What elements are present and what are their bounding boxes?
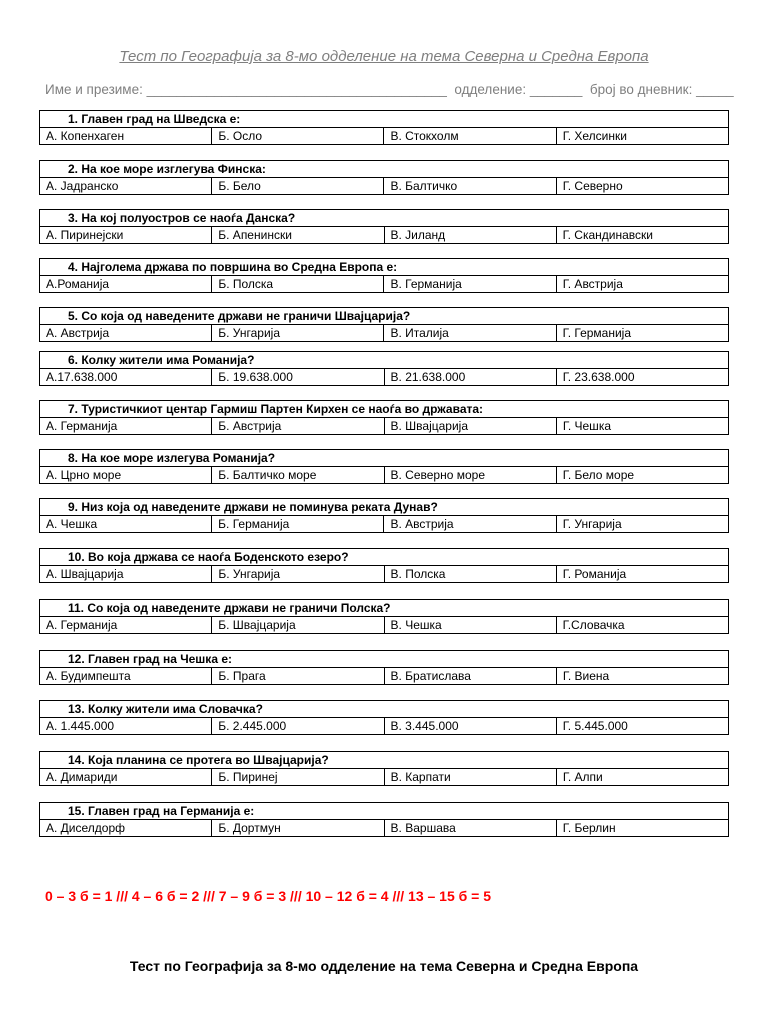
answer-option: А.Романија bbox=[40, 276, 212, 293]
answer-option: Г. 5.445.000 bbox=[556, 718, 728, 735]
answer-option: А. Копенхаген bbox=[40, 128, 212, 145]
answer-option: А. Австрија bbox=[40, 325, 212, 342]
answer-option: Б. Дортмун bbox=[212, 820, 384, 837]
question-text: 2. На кое море изглегува Финска: bbox=[40, 161, 729, 178]
answer-option: В. Полска bbox=[384, 566, 556, 583]
answer-option: В. Швајцарија bbox=[384, 418, 556, 435]
answer-option: А. 1.445.000 bbox=[40, 718, 212, 735]
answer-option: Б. Балтичко море bbox=[212, 467, 384, 484]
answer-option: А. Германија bbox=[40, 418, 212, 435]
question-table bbox=[39, 449, 729, 484]
question-table bbox=[39, 258, 729, 293]
answer-option: В. 21.638.000 bbox=[384, 369, 556, 386]
footer-title: Тест по Географија за 8-мо одделение на тема Северна и Средна Европа bbox=[129, 958, 639, 974]
answer-option: Б. Германија bbox=[212, 516, 384, 533]
answer-option: Б. Австрија bbox=[212, 418, 384, 435]
answer-option: Б. 19.638.000 bbox=[212, 369, 384, 386]
answer-option: А. Диселдорф bbox=[40, 820, 212, 837]
answer-option: В. Австрија bbox=[384, 516, 556, 533]
answer-option: В. Варшава bbox=[384, 820, 556, 837]
question-text: 11. Со која од наведените држави не граничи Полска? bbox=[40, 600, 729, 617]
answer-option: В. Братислава bbox=[384, 668, 556, 685]
question-table bbox=[39, 307, 729, 342]
question-table bbox=[39, 400, 729, 435]
answer-option: Б. Апенински bbox=[212, 227, 384, 244]
question-table bbox=[39, 351, 729, 386]
answer-option: Б. Унгарија bbox=[212, 325, 384, 342]
answer-option: Б. Бело bbox=[212, 178, 384, 195]
answer-option: Б. Унгарија bbox=[212, 566, 384, 583]
answer-option: В. Северно море bbox=[384, 467, 556, 484]
question-text: 15. Главен град на Германија е: bbox=[40, 803, 729, 820]
answer-option: В. Чешка bbox=[384, 617, 556, 634]
answer-option: В. Јиланд bbox=[384, 227, 556, 244]
question-text: 10. Во која држава се наоѓа Боденското езеро? bbox=[40, 549, 729, 566]
answer-option: Б. Осло bbox=[212, 128, 384, 145]
score-scale: 0 – 3 б = 1 /// 4 – 6 б = 2 /// 7 – 9 б = 3 /// 10 – 12 б = 4 /// 13 – 15 б = 5 bbox=[45, 888, 492, 904]
answer-option: А. Германија bbox=[40, 617, 212, 634]
answer-option: Б. Швајцарија bbox=[212, 617, 384, 634]
question-table bbox=[39, 802, 729, 837]
answer-option: А. Пиринејски bbox=[40, 227, 212, 244]
answer-option: Г. Унгарија bbox=[556, 516, 728, 533]
answer-option: Г. Северно bbox=[556, 178, 728, 195]
answer-option: Г.Словачка bbox=[556, 617, 728, 634]
answer-option: А. Чешка bbox=[40, 516, 212, 533]
question-text: 14. Која планина се протега во Швајцарија? bbox=[40, 752, 729, 769]
answer-option: Г. Чешка bbox=[556, 418, 728, 435]
question-table bbox=[39, 209, 729, 244]
question-text: 8. На кое море излегува Романија? bbox=[40, 450, 729, 467]
question-text: 4. Најголема држава по површина во Средна Европа е: bbox=[40, 259, 729, 276]
answer-option: Г. Скандинавски bbox=[556, 227, 728, 244]
question-text: 6. Колку жители има Романија? bbox=[40, 352, 729, 369]
question-text: 5. Со која од наведените држави не граничи Швајцарија? bbox=[40, 308, 729, 325]
answer-option: Г. Хелсинки bbox=[556, 128, 728, 145]
question-table bbox=[39, 160, 729, 195]
answer-option: Г. 23.638.000 bbox=[556, 369, 728, 386]
answer-option: Г. Берлин bbox=[556, 820, 728, 837]
answer-option: В. Германија bbox=[384, 276, 556, 293]
answer-option: Г. Виена bbox=[556, 668, 728, 685]
question-table bbox=[39, 498, 729, 533]
question-text: 9. Низ која од наведените држави не поминува реката Дунав? bbox=[40, 499, 729, 516]
page-title: Тест по Географија за 8-мо одделение на тема Северна и Средна Европа bbox=[119, 48, 649, 65]
answer-option: А. Црно море bbox=[40, 467, 212, 484]
answer-option: В. Карпати bbox=[384, 769, 556, 786]
answer-option: А. Димариди bbox=[40, 769, 212, 786]
question-table bbox=[39, 599, 729, 634]
answer-option: В. 3.445.000 bbox=[384, 718, 556, 735]
answer-option: А.17.638.000 bbox=[40, 369, 212, 386]
question-table bbox=[39, 751, 729, 786]
question-table bbox=[39, 650, 729, 685]
answer-option: А. Будимпешта bbox=[40, 668, 212, 685]
question-table bbox=[39, 548, 729, 583]
answer-option: В. Стокхолм bbox=[384, 128, 556, 145]
answer-option: Б. Пиринеј bbox=[212, 769, 384, 786]
question-text: 7. Туристичкиот центар Гармиш Партен Кирхен се наоѓа во државата: bbox=[40, 401, 729, 418]
name-line: Име и презиме: ________________________________________ одделение: _______ број во дневник: _____ bbox=[45, 82, 734, 97]
question-table bbox=[39, 110, 729, 145]
answer-option: Б. Прага bbox=[212, 668, 384, 685]
answer-option: Г. Алпи bbox=[556, 769, 728, 786]
answer-option: Г. Романија bbox=[556, 566, 728, 583]
answer-option: Б. Полска bbox=[212, 276, 384, 293]
answer-option: Г. Австрија bbox=[556, 276, 728, 293]
question-text: 3. На кој полуостров се наоѓа Данска? bbox=[40, 210, 729, 227]
question-table bbox=[39, 700, 729, 735]
answer-option: А. Швајцарија bbox=[40, 566, 212, 583]
answer-option: Г. Бело море bbox=[556, 467, 728, 484]
question-text: 13. Колку жители има Словачка? bbox=[40, 701, 729, 718]
answer-option: В. Балтичко bbox=[384, 178, 556, 195]
answer-option: В. Италија bbox=[384, 325, 556, 342]
answer-option: А. Јадранско bbox=[40, 178, 212, 195]
question-text: 1. Главен град на Шведска е: bbox=[40, 111, 729, 128]
answer-option: Б. 2.445.000 bbox=[212, 718, 384, 735]
answer-option: Г. Германија bbox=[556, 325, 728, 342]
question-text: 12. Главен град на Чешка е: bbox=[40, 651, 729, 668]
